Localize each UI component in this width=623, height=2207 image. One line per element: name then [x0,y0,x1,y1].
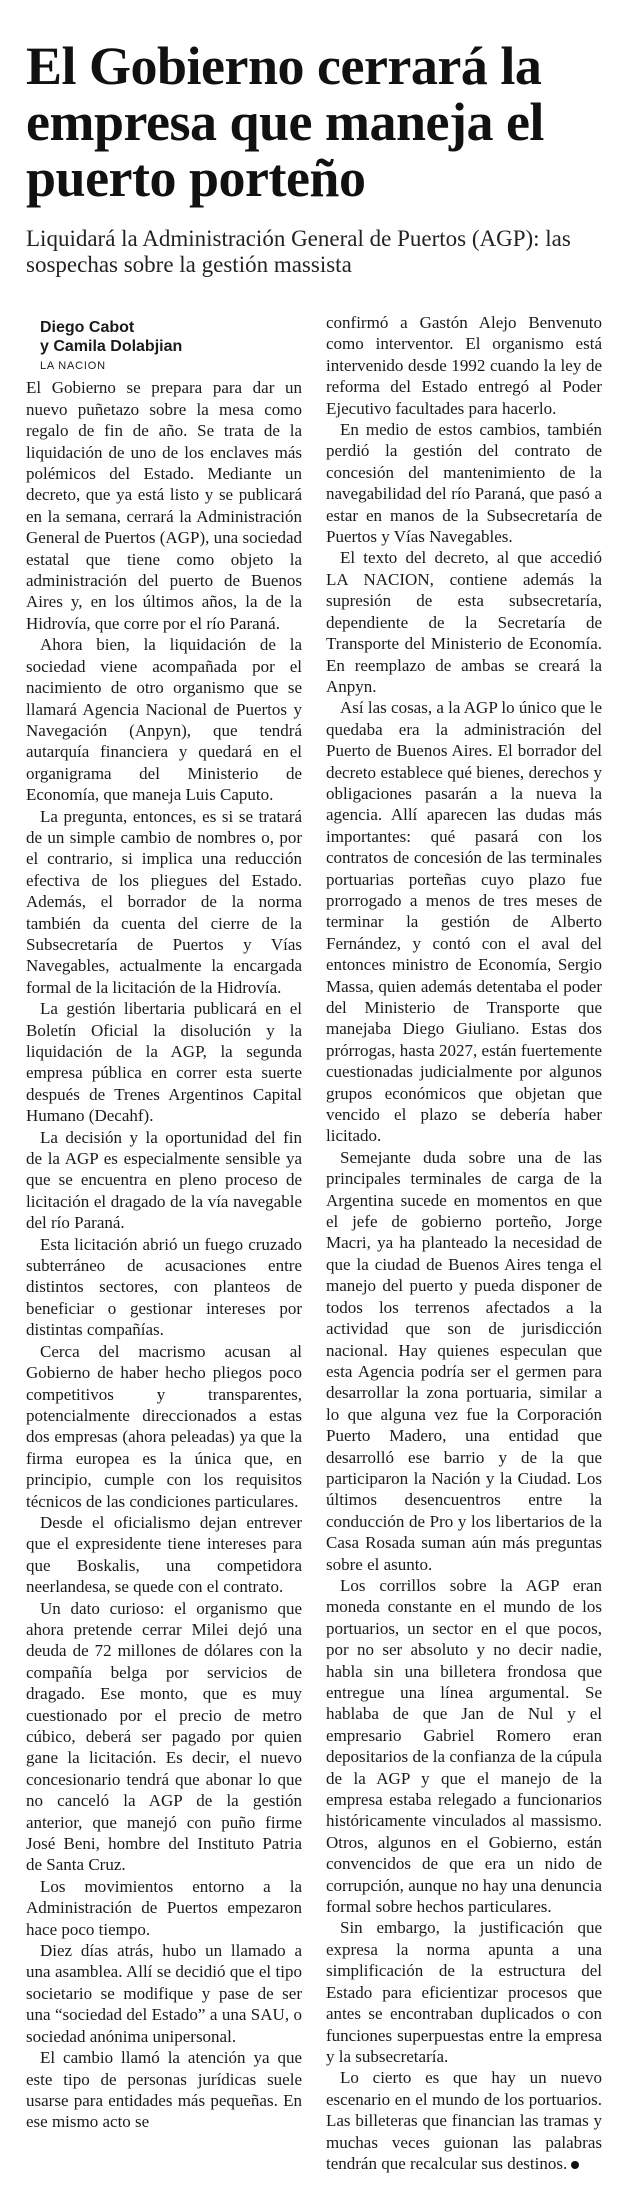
paragraph: Así las cosas, a la AGP lo único que le quedaba era la administración del Puerto de Buenos Aires. El borrador del decreto establece qué bienes, derechos y obligaciones pasarán a la nueva la agencia. Allí aparecen las dudas más importantes: qué pasará con los contratos de concesión de las terminales portuarias porteñas cuyo plazo fue prorrogado a menos de tres meses de terminar la gestión de Alberto Fernández, y contó con el aval del entonces ministro de Economía, Sergio Massa, quien además detentaba el poder del Ministerio de Transporte que manejaba Diego Giuliano. Estas dos prórrogas, hasta 2027, están fuertemente cuestionadas judicialmente por algunos grupos económicos que objetan que vencido el plazo se debería haber licitado. [326,698,602,1146]
paragraph: Los movimientos entorno a la Administración de Puertos empezaron hace poco tiempo. [26,1876,302,1939]
paragraph: Semejante duda sobre una de las principales terminales de carga de la Argentina sucede en momentos en que el jefe de gobierno porteño, Jorge Macri, ya ha planteado la necesidad de que la ciudad de Buenos Aires tenga el manejo del puerto y pueda disponer de todos los terrenos afectados a la actividad que son de jurisdicción nacional. Hay quienes especulan que esta Agencia podría ser el germen para desarrollar la zona portuaria, similar a lo que alguna vez fue la Corporación Puerto Madero, una entidad que desarrolló ese barrio y de la que participaron la Nación y la Ciudad. Los últimos desencuentros entre la conducción de Pro y los libertarios de la Casa Rosada suman aún más preguntas sobre el asunto. [326,1147,602,1574]
paragraph: Un dato curioso: el organismo que ahora pretende cerrar Milei dejó una deuda de 72 millones de dólares con la compañía belga por servicios de dragado. Ese monto, que es muy cuestionado por el precio de metro cúbico, deberá ser pagado por quien gane la licitación. Es decir, el nuevo concesionario tendrá que abonar lo que no canceló la AGP de la gestión anterior, que manejó con puño firme José Beni, hombre del Instituto Patria de Santa Cruz. [26,1598,302,1875]
paragraph: Los corrillos sobre la AGP eran moneda constante en el mundo de los portuarios, un sector en el que pocos, por no ser absoluto y no decir nadie, habla sin una billetera frondosa que entregue una línea argumental. Se hablaba de que Jan de Nul y el empresario Gabriel Romero eran depositarios de la confianza de la cúpula de la AGP y que el manejo de la empresa estaba relegado a funcionarios históricamente vinculados al massismo. Otros, algunos en el Gobierno, están convencidos de que era un nido de corrupción, aunque no hay una denuncia formal sobre hechos particulares. [326,1575,602,1917]
article-column-right [326,312,602,2184]
author-line: Diego Cabot [40,319,135,336]
author-line: y Camila Dolabjian [40,338,183,355]
paragraph: La decisión y la oportunidad del fin de la AGP es especialmente sensible ya que se encuentra en pleno proceso de licitación el dragado de la vía navegable del río Paraná. [26,1127,302,1233]
paragraph: Ahora bien, la liquidación de la sociedad viene acompañada por el nacimiento de otro organismo que se llamará Agencia Nacional de Puertos y Navegación (Anpyn), que tendrá autarquía financiera y quedará en el organigrama del Ministerio de Economía, que maneja Luis Caputo. [26,635,302,805]
paragraph: La pregunta, entonces, es si se tratará de un simple cambio de nombres o, por el contrario, si implica una reducción efectiva de los pliegues del Estado. Además, el borrador de la norma también da cuenta del cierre de la Subsecretaría de Puertos y Vías Navegables, actualmente la encargada formal de la licitación de la Hidrovía. [26,806,302,997]
subheadline: Liquidará la Administración General de Puertos (AGP): las sospechas sobre la gestión massista [26,226,571,277]
paragraph: Diez días atrás, hubo un llamado a una asamblea. Allí se decidió que el tipo societario se modifique y pase de ser una “sociedad del Estado” a una SAU, o sociedad anónima unipersonal. [26,1941,302,2046]
paragraph: El Gobierno se prepara para dar un nuevo puñetazo sobre la mesa como regalo de fin de año. Se trata de la liquidación de uno de los enclaves más polémicos del Estado. Mediante un decreto, que ya está listo y se publicará en la semana, cerrará la Administración General de Puertos (AGP), una sociedad estatal que tiene como objeto la administración del puerto de Buenos Aires y, en los últimos años, la de la Hidrovía, que corre por el río Paraná. [26,378,302,633]
end-of-article-bullet-icon [571,2161,579,2169]
paragraph: Esta licitación abrió un fuego cruzado subterráneo de acusaciones entre distintos sectores, con planteos de beneficiar o gestionar intereses por distintas compañías. [26,1234,302,1340]
source-label: LA NACION [40,360,106,372]
headline: El Gobierno cerrará la empresa que maneja el puerto porteño [26,36,544,208]
paragraph: La gestión libertaria publicará en el Boletín Oficial la disolución y la liquidación de la AGP, la segunda empresa pública en correr esta suerte después de Trenes Argentinos Capital Humano (Decahf). [26,999,302,1126]
final-paragraph-text: Lo cierto es que hay un nuevo escenario en el mundo de los portuarios. Las billeteras que financian las tramas y muchas veces guionan las palabras tendrán que recalcular sus destinos. [326,2068,602,2173]
paragraph: Desde el oficialismo dejan entrever que el expresidente tiene intereses para que Boskalis, una competidora neerlandesa, se quede con el contrato. [26,1512,302,1597]
article-column-left [26,318,302,2190]
paragraph: Sin embargo, la justificación que expresa la norma apunta a una simplificación de la estructura del Estado para eficientizar procesos que antes se encontraban duplicados o con funciones superpuestas entre la empresa y la subsecretaría. [326,1918,602,2066]
paragraph: confirmó a Gastón Alejo Benvenuto como interventor. El organismo está intervenido desde 1992 cuando la ley de reforma del Estado entregó al Poder Ejecutivo facultades para hacerlo. [326,313,602,418]
paragraph: Cerca del macrismo acusan al Gobierno de haber hecho pliegos poco competitivos y transparentes, potencialmente direccionados a estas dos empresas (ahora peleadas) ya que la firma europea es la única que, en principio, cumple con los requisitos técnicos de las condiciones particulares. [26,1341,302,1511]
paragraph: En medio de estos cambios, también perdió la gestión del contrato de concesión del mantenimiento de la navegabilidad del río Paraná, que pasó a estar en manos de la Subsecretaría de Puertos y Vías Navegables. [326,420,602,547]
paragraph: El texto del decreto, al que accedió LA NACION, contiene además la supresión de esta subsecretaría, dependiente de la Secretaría de Transporte del Ministerio de Economía. En reemplazo de ambas se creará la Anpyn. [326,548,602,696]
paragraph [326,2067,602,2174]
paragraph: El cambio llamó la atención ya que este tipo de personas jurídicas suele usarse para entidades más pequeñas. En ese mismo acto se [26,2048,302,2132]
